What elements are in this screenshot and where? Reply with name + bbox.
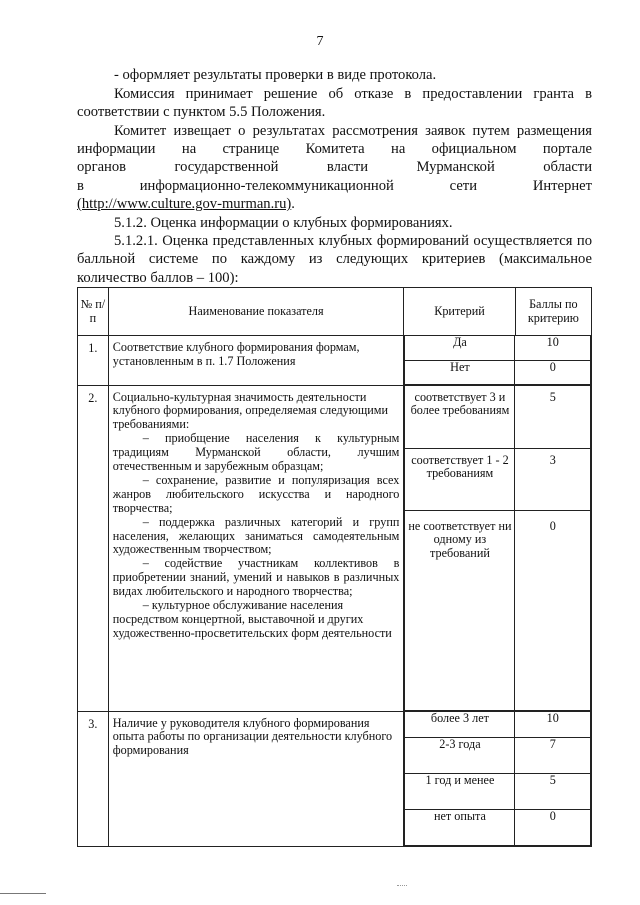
header-score: Баллы по критерию (515, 288, 591, 336)
table-row (78, 336, 592, 386)
criterion-row (405, 774, 591, 810)
row-num: 3. (78, 711, 109, 847)
criterion-score: 10 (515, 712, 591, 738)
criterion-score: 0 (515, 810, 591, 846)
criterion-row (405, 712, 591, 738)
requirement-item: – культурное обслуживание населения посредством концертной, выставочной и других художественно-просветительских форм деятельности (112, 598, 392, 640)
header-name: Наименование показателя (108, 288, 404, 336)
criterion-row (405, 386, 591, 449)
criterion-text: нет опыта (405, 810, 515, 846)
table-row (78, 385, 592, 711)
paragraph-5-1-2-1: 5.1.2.1. Оценка представленных клубных формирований осуществляется по балльной системе по каждому из следующих критериев (максимальное количество баллов – 100): (77, 233, 592, 286)
notice-line-4: в информационно-телекоммуникационной сети Интернет (77, 177, 592, 194)
criterion-row (405, 360, 591, 384)
row-name (108, 385, 404, 711)
scan-artifact-dots (397, 885, 407, 887)
page-number: 7 (316, 34, 324, 49)
criterion-text: не соответствует ни одному из требований (405, 510, 515, 710)
criterion-text: соответствует 1 - 2 требованиям (405, 448, 515, 510)
criterion-text: 1 год и менее (405, 774, 515, 810)
criterion-score: 5 (515, 386, 591, 449)
notice-line-1: Комитет извещает о результатах рассмотрения заявок путем размещения (114, 122, 592, 139)
row-name-intro: Социально-культурная значимость деятельности клубного формирования, определяемая следующими требованиями: (112, 389, 389, 432)
criterion-text: Нет (405, 360, 515, 384)
portal-link[interactable]: (http://www.culture.gov-murman.ru) (77, 196, 292, 213)
criterion-score: 7 (515, 738, 591, 774)
table-row (78, 711, 592, 847)
criterion-row (405, 510, 591, 710)
criteria-table (77, 287, 592, 847)
requirement-item: – содействие участникам коллективов в приобретении знаний, умений и навыков в различных видах любительского и народного творчества; (112, 556, 400, 599)
row-name: Наличие у руководителя клубного формирования опыта работы по организации деятельности клубного формирования (108, 711, 404, 847)
row-criteria (404, 711, 592, 847)
requirement-item: – поддержка различных категорий и групп населения, желающих заниматься самодеятельным художественным творчеством; (112, 514, 400, 557)
criterion-score: 0 (515, 360, 591, 384)
row-criteria (404, 336, 592, 386)
criterion-score: 0 (515, 510, 591, 710)
criterion-score: 10 (515, 336, 591, 360)
scan-artifact-line (0, 893, 46, 894)
criterion-row (405, 738, 591, 774)
criterion-text: 2-3 года (405, 738, 515, 774)
section-heading-5-1-2: 5.1.2. Оценка информации о клубных формированиях. (114, 214, 453, 231)
header-criterion: Критерий (404, 288, 515, 336)
criterion-score: 3 (515, 448, 591, 510)
criterion-row (405, 810, 591, 846)
requirement-item: – сохранение, развитие и популяризация всех жанров любительского искусства и народного творчества; (112, 472, 400, 515)
table-header-row (78, 288, 592, 336)
criterion-text: более 3 лет (405, 712, 515, 738)
criterion-text: соответствует 3 и более требованиям (405, 386, 515, 449)
header-num: № п/п (78, 288, 109, 336)
requirement-item: – приобщение населения к культурным традициям Мурманской области, лучшим отечественным и зарубежным образцам; (112, 431, 400, 474)
notice-line-3: органов государственной власти Мурманской области (77, 159, 592, 176)
row-num: 1. (78, 336, 109, 386)
notice-end: . (291, 196, 295, 213)
row-num: 2. (78, 385, 109, 711)
row-name: Соответствие клубного формирования формам, установленным в п. 1.7 Положения (108, 336, 404, 386)
paragraph-committee-notice (77, 122, 592, 214)
criterion-row (405, 448, 591, 510)
criterion-score: 5 (515, 774, 591, 810)
notice-line-2: информации на странице Комитета на официальном портале (77, 140, 592, 157)
paragraph-protocol: - оформляет результаты проверки в виде протокола. (114, 67, 437, 83)
paragraph-commission: Комиссия принимает решение об отказе в предоставлении гранта в соответствии с пунктом 5.5 Положения. (77, 85, 592, 120)
row-criteria (404, 385, 592, 711)
criterion-row (405, 336, 591, 360)
criterion-text: Да (405, 336, 515, 360)
